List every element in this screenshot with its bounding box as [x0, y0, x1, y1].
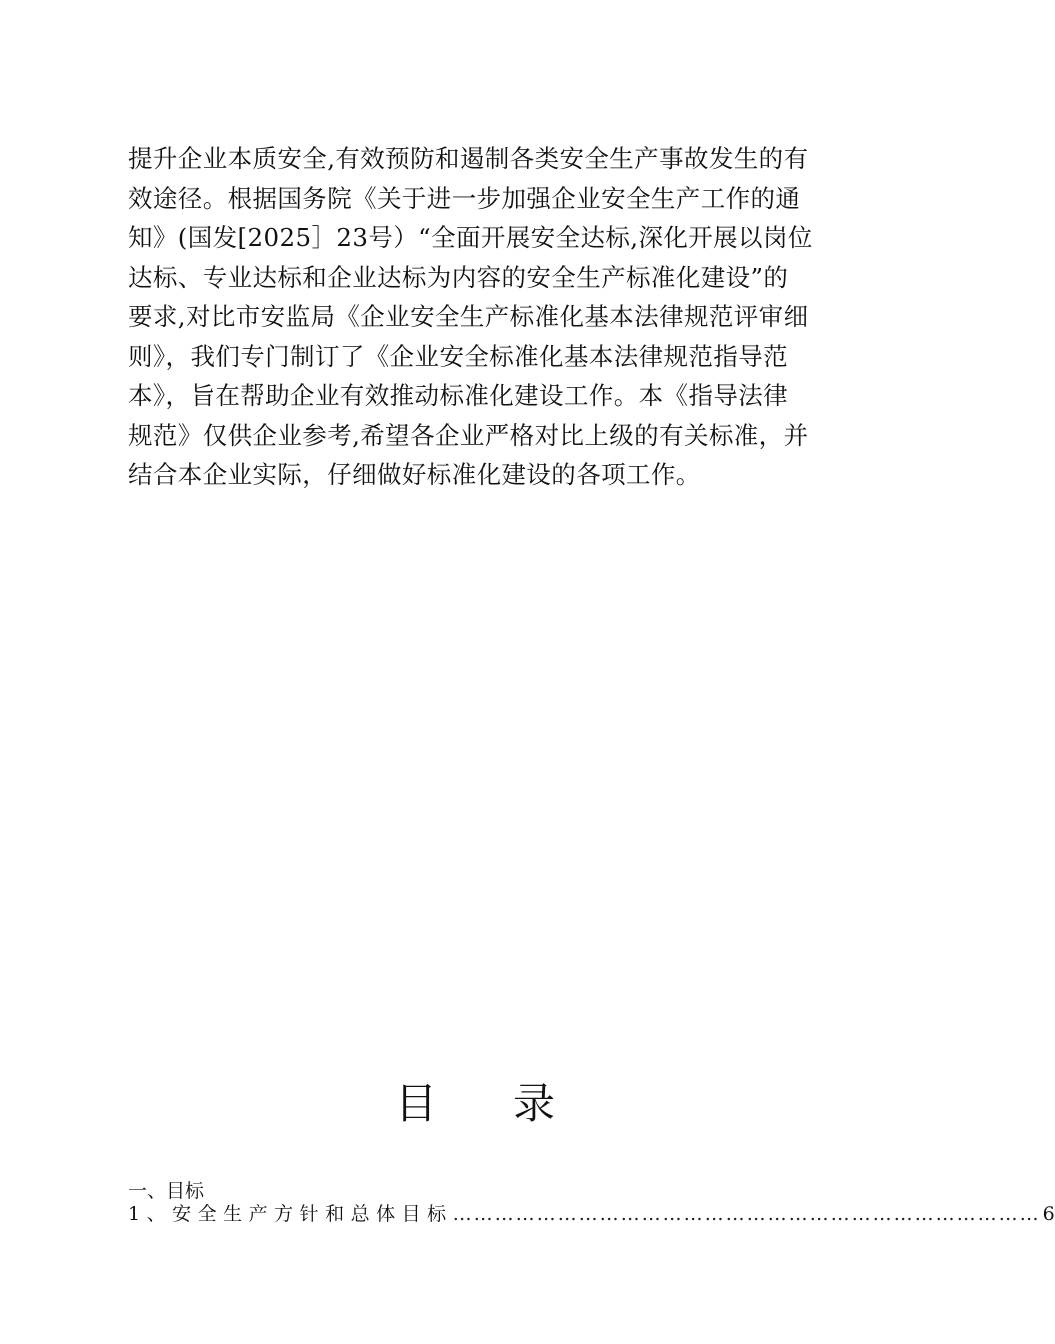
intro-paragraph: [128, 139, 838, 495]
toc-title-char: 录: [513, 1079, 556, 1128]
toc-entry-page-number[interactable]: 6: [1042, 1203, 1055, 1225]
paragraph-line: 效途径。根据国务院《关于进一步加强企业安全生产工作的通: [128, 183, 801, 213]
paragraph-line: 提升企业本质安全,有效预防和遏制各类安全生产事故发生的有: [128, 144, 809, 173]
paragraph-line: 则》，我们专门制订了《企业安全标准化基本法律规范指导范: [128, 341, 789, 371]
toc-entry-leader: …………………………………………………………………………: [452, 1203, 1041, 1225]
paragraph-line: 结合本企业实际，仔细做好标准化建设的各项工作。: [128, 460, 701, 489]
toc-section-heading: 一、目标: [128, 1180, 205, 1202]
toc-entry[interactable]: [128, 1203, 1055, 1226]
paragraph-line: 达标、专业达标和企业达标为内容的安全生产标准化建设”的: [128, 262, 789, 292]
paragraph-line: 要求,对比市安监局《企业安全生产标准化基本法律规范评审细: [128, 302, 809, 331]
table-of-contents: [128, 1180, 1055, 1226]
paragraph-line: 知》(国发[2025］23号）“全面开展安全达标,深化开展以岗位: [128, 223, 813, 252]
paragraph-line: 本》，旨在帮助企业有效推动标准化建设工作。本《指导法律: [128, 381, 789, 410]
toc-title-char: 目: [394, 1079, 437, 1128]
paragraph-line: 规范》仅供企业参考,希望各企业严格对比上级的有关标准，并: [128, 420, 809, 450]
toc-title: [0, 1078, 950, 1130]
toc-entry-label[interactable]: 1、安全生产方针和总体目标: [128, 1203, 453, 1225]
